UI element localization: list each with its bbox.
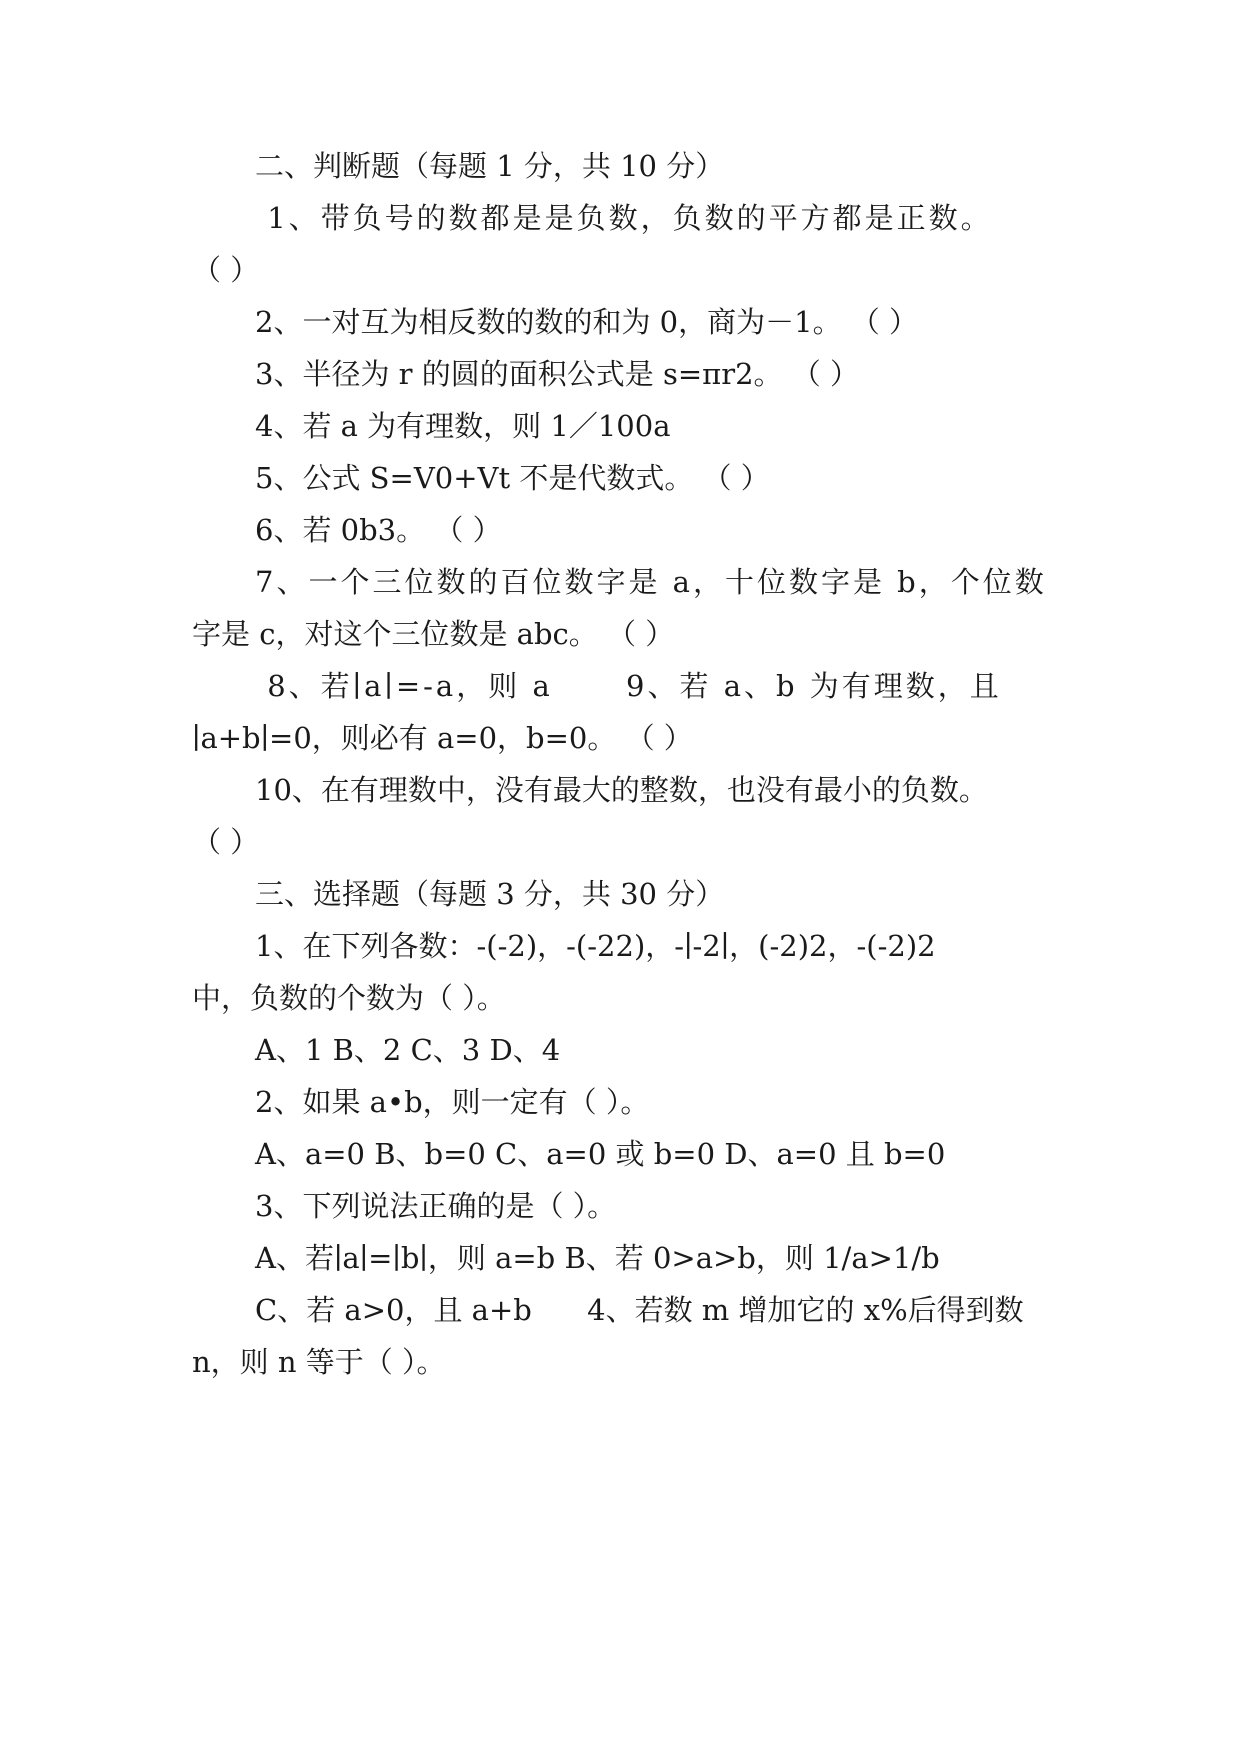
question-line: 3、下列说法正确的是（ ）。 (255, 1189, 617, 1223)
question-line: 5、公式 S=V0+Vt 不是代数式。 （ ） (255, 461, 770, 495)
choice-options: A、a=0 B、b=0 C、a=0 或 b=0 D、a=0 且 b=0 (255, 1137, 946, 1171)
question-line: ∣a+b∣=0，则必有 a=0，b=0。 （ ） (192, 721, 693, 755)
question-line: 10、在有理数中，没有最大的整数，也没有最小的负数。 (255, 773, 988, 807)
choice-options: A、若∣a∣=∣b∣，则 a=b B、若 0>a>b，则 1/a>1/b (255, 1241, 940, 1275)
section-heading-true-false: 二、判断题（每题 1 分，共 10 分） (255, 149, 725, 183)
question-line: 1、在下列各数：-(-2)，-(-22)，-∣-2∣，(-2)2，-(-2)2 (255, 929, 936, 963)
answer-blank: （ ） (192, 825, 260, 859)
question-line: 中，负数的个数为（ ）。 (192, 981, 506, 1015)
question-line: 1、带负号的数都是是负数，负数的平方都是正数。 (255, 201, 993, 235)
choice-options: A、1 B、2 C、3 D、4 (255, 1033, 561, 1067)
section-heading-multiple-choice: 三、选择题（每题 3 分，共 30 分） (255, 877, 725, 911)
question-line: C、若 a>0，且 a+b 4、若数 m 增加它的 x%后得到数 (255, 1293, 1024, 1327)
question-line: 2、一对互为相反数的数的和为 0，商为－1。 （ ） (255, 305, 919, 339)
question-line: 6、若 0b3。 （ ） (255, 513, 502, 547)
question-line: 字是 c，对这个三位数是 abc。 （ ） (192, 617, 675, 651)
answer-blank: （ ） (192, 253, 260, 287)
question-line: 2、如果 a•b，则一定有（ ）。 (255, 1085, 650, 1119)
question-line: 3、半径为 r 的圆的面积公式是 s=πr2。 （ ） (255, 357, 859, 391)
question-line: 8、若∣a∣=-a，则 a 9、若 a、b 为有理数，且 (255, 669, 1002, 703)
question-line: 7、一个三位数的百位数字是 a，十位数字是 b，个位数 (255, 565, 1047, 599)
question-line: 4、若 a 为有理数，则 1／100a (255, 409, 671, 443)
question-line: n，则 n 等于（ ）。 (192, 1345, 446, 1379)
